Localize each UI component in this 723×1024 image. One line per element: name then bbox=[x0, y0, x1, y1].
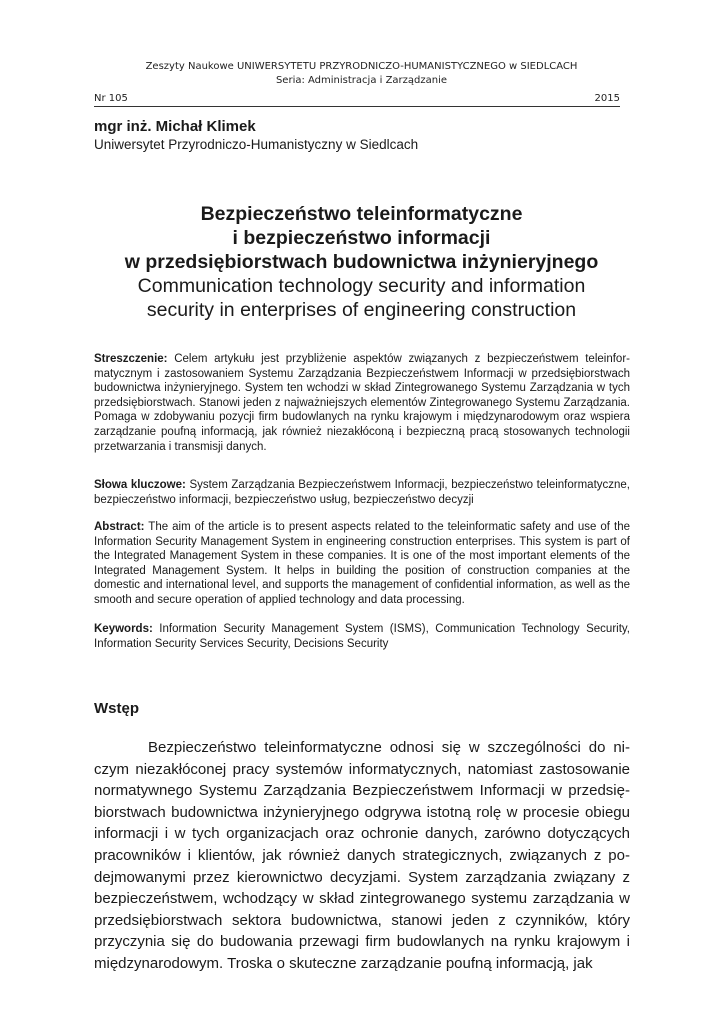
title-pl-line-2: i bezpieczeństwo informacji bbox=[232, 227, 491, 249]
title-block bbox=[60, 202, 663, 322]
issue-row bbox=[94, 93, 620, 107]
title-en-line-2: security in enterprises of engineering construction bbox=[146, 299, 577, 321]
title-en-line-1: Communication technology security and information bbox=[137, 275, 586, 297]
journal-series: Seria: Administracja i Zarządzanie bbox=[275, 75, 448, 86]
abstract-pl bbox=[94, 352, 630, 454]
section-paragraph: Bezpieczeństwo teleinformatyczne odnosi się w szczególności do niczym niezakłóconej pracy systemów informatycznych, natomiast zastosowanie normatywnego Systemu Zarządzania Bezpieczeństwem Informacji w przedsiębiorstwach budownictwa inżynieryjnego odgrywa istotną rolę w procesie obiegu informacji i w tych organizacjach oraz ochronie danych, zarówno dotyczących pracowników i klientów, jak również danych strategicznych, związanych z podejmowanymi przez kierownictwo decyzjami. System zarządzania związany z bezpieczeństwem, wchodzący w skład zintegrowanego systemu zarządzania w przedsiębiorstwach sektora budownictwa, stanowi jeden z czynników, który przyczynia się do budowania przewagi firm budowlanych na rynku krajowym i międzynarodowym. Troska o skuteczne zarządzanie poufną informacją, jak bbox=[94, 739, 630, 972]
keywords-en-text: Information Security Management System (ISMS), Communication Technology Security, Information Security Services Security, Decisions Security bbox=[94, 623, 630, 650]
title-pl-line-3: w przedsiębiorstwach budownictwa inżynieryjnego bbox=[124, 251, 599, 273]
abstract-en-label: Abstract: bbox=[94, 521, 145, 533]
section-heading: Wstęp bbox=[94, 700, 139, 717]
abstract-pl-label: Streszczenie: bbox=[94, 353, 168, 365]
keywords-en bbox=[94, 622, 630, 651]
keywords-pl-label: Słowa kluczowe: bbox=[94, 479, 186, 491]
author-name: mgr inż. Michał Klimek bbox=[94, 118, 256, 135]
author-affiliation: Uniwersytet Przyrodniczo-Humanistyczny w Siedlcach bbox=[94, 137, 419, 152]
author-block bbox=[94, 117, 634, 154]
abstract-en-text: The aim of the article is to present aspects related to the teleinformatic safety and use of the Information Security Management System in engineering construction enterprises. This system is part of the Integrated Management System in these companies. It is one of the most important elements of the Integrated Management System. It helps in building the position of construction companies at the domestic and international level, and supports the management of confidential information, as well as the smooth and secure operation of applied technology and data processing. bbox=[94, 521, 630, 606]
abstract-pl-text: Celem artykułu jest przybliżenie aspektów związanych z bezpieczeństwem teleinformatycznym i zastosowaniem Systemu Zarządzania Bezpieczeństwem Informacji w przedsiębiorstwach budownictwa inżynieryjnego. System ten wchodzi w skład Zintegrowanego Systemu Zarządzania w tych przedsiębiorstwach. Stanowi jeden z najważniejszych elementów Zintegrowanego Systemu Zarządzania. Pomaga w zdobywaniu pozycji firm budowlanych na rynku krajowym i międzynarodowym oraz wspiera zarządzanie poufną informacją, jak również niezakłóconą i bezpieczną pracą stosowanych technologii przetwarzania i transmisji danych. bbox=[94, 353, 630, 453]
keywords-pl-text: System Zarządzania Bezpieczeństwem Informacji, bezpieczeństwo teleinformatyczne, bezpieczeństwo informacji, bezpieczeństwo usług, bezpieczeństwo decyzji bbox=[94, 479, 631, 506]
journal-header bbox=[0, 60, 723, 88]
title-pl-line-1: Bezpieczeństwo teleinformatyczne bbox=[200, 203, 523, 225]
journal-name: Zeszyty Naukowe UNIWERSYTETU PRZYRODNICZO-HUMANISTYCZNEGO w SIEDLCACH bbox=[145, 61, 578, 72]
keywords-en-label: Keywords: bbox=[94, 623, 153, 635]
issue-number: Nr 105 bbox=[94, 93, 128, 104]
issue-year: 2015 bbox=[594, 93, 620, 104]
abstract-en bbox=[94, 520, 630, 608]
keywords-pl bbox=[94, 478, 630, 507]
